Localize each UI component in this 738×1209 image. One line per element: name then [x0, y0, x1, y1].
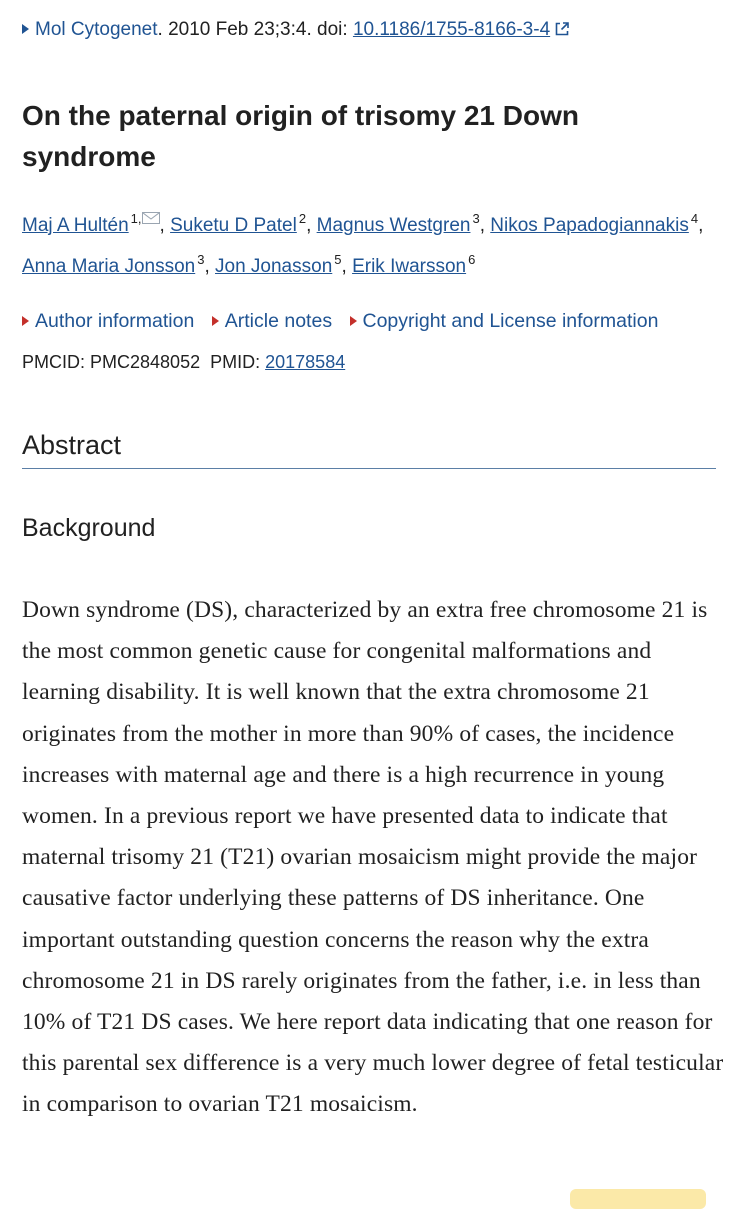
expand-triangle-icon [350, 316, 357, 326]
author-link[interactable]: Maj A Hultén [22, 215, 129, 236]
expand-triangle-icon [212, 316, 219, 326]
author-affiliation[interactable]: 6 [468, 252, 476, 267]
pmcid-label: PMCID: [22, 352, 91, 372]
identifier-line [22, 349, 345, 375]
author-link[interactable]: Suketu D Patel [170, 215, 297, 236]
background-heading: Background [22, 514, 156, 542]
doi-link[interactable]: 10.1186/1755-8166-3-4 [352, 19, 551, 40]
author-affiliation[interactable]: 5 [334, 252, 342, 267]
pmid-link[interactable]: 20178584 [265, 352, 346, 372]
author-link[interactable]: Jon Jonasson [215, 256, 333, 277]
author-affiliation[interactable]: 1, [130, 211, 142, 226]
copyright-label: Copyright and License information [362, 310, 659, 332]
expand-triangle-icon [22, 316, 29, 326]
citation-line [22, 17, 570, 45]
mail-icon[interactable] [142, 198, 160, 239]
author-affiliation[interactable]: 3 [197, 252, 205, 267]
abstract-heading: Abstract [22, 428, 716, 469]
author-affiliation[interactable]: 4 [690, 211, 699, 226]
author-link[interactable]: Magnus Westgren [316, 215, 471, 236]
pmid-label: PMID: [210, 352, 266, 372]
article-title: On the paternal origin of trisomy 21 Down syndrome [22, 100, 579, 172]
copyright-toggle[interactable] [350, 310, 659, 332]
author-affiliation[interactable]: 2 [298, 211, 307, 226]
author-link[interactable]: Anna Maria Jonsson [22, 256, 196, 277]
expand-triangle-icon[interactable] [22, 24, 29, 34]
pmcid-value: PMC2848052 [90, 352, 201, 372]
author-information-toggle[interactable] [22, 310, 194, 332]
floating-action-button[interactable] [570, 1189, 706, 1209]
author-affiliation[interactable]: 3 [472, 211, 480, 226]
author-list: Maj A Hultén $^{1,}$ , Suketu D Patel $^2$, Magnus Westgren $^3$, Nikos Papadogiannakis $^4$, Anna Maria Jonsson $^3$, Jon Jonasson $^5$, Erik Iwarsson $^6$ [22, 198, 722, 287]
author-link[interactable]: Nikos Papadogiannakis [490, 215, 689, 236]
external-link-icon[interactable] [554, 19, 570, 45]
author-link[interactable]: Erik Iwarsson [352, 256, 467, 277]
journal-link[interactable]: Mol Cytogenet [35, 19, 158, 40]
abstract-paragraph: Down syndrome (DS), characterized by an extra free chromosome 21 is the most common genetic cause for congenital malformations and learning disability. It is well known that the extra chromosome 21 originates from the mother in more than 90% of cases, the incidence increases with maternal age and there is a high recurrence in young women. In a previous report we have presented data to indicate that maternal trisomy 21 (T21) ovarian mosaicism might provide the major causative factor underlying these patterns of DS inheritance. One important outstanding question concerns the reason why the extra chromosome 21 in DS rarely originates from the father, i.e. in less than 10% of T21 DS cases. We here report data indicating that one reason for this parental sex difference is a very much lower degree of fetal testicular in comparison to ovarian T21 mosaicism. [22, 597, 724, 1118]
citation-date-volume: . 2010 Feb 23;3:4. doi: [157, 19, 353, 40]
article-meta-links [22, 307, 658, 335]
article-notes-label: Article notes [224, 310, 333, 332]
author-information-label: Author information [35, 310, 195, 332]
article-notes-toggle[interactable] [212, 310, 332, 332]
